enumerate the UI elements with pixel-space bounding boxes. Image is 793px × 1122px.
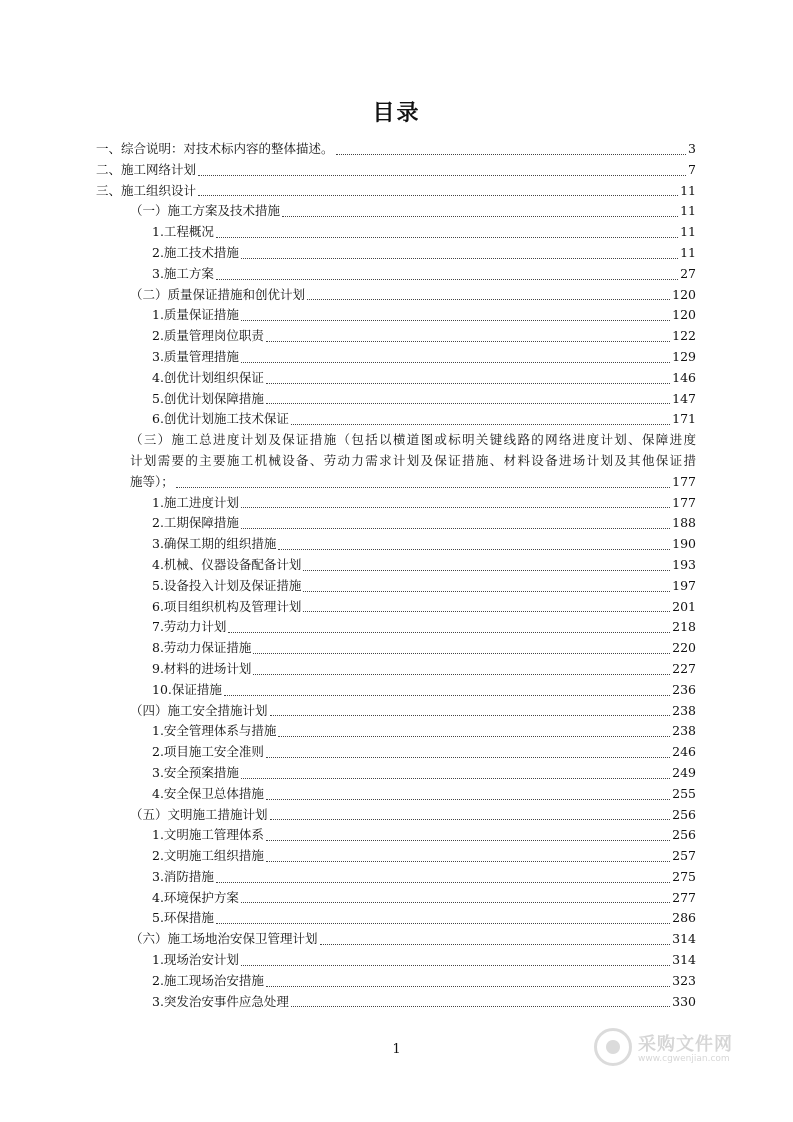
toc-leader-dots bbox=[282, 216, 678, 217]
toc-entry-label: 4.环境保护方案 bbox=[152, 889, 239, 905]
toc-entry[interactable] bbox=[96, 971, 696, 992]
page-number: 1 bbox=[392, 1042, 401, 1057]
toc-entry-label: 5.创优计划保障措施 bbox=[152, 390, 264, 406]
toc-entry-label: （五）文明施工措施计划 bbox=[130, 806, 268, 822]
toc-leader-dots bbox=[241, 258, 678, 259]
toc-entry[interactable] bbox=[96, 888, 696, 909]
toc-entry-page: 27 bbox=[680, 265, 696, 281]
toc-leader-dots bbox=[266, 861, 670, 862]
toc-entry[interactable] bbox=[96, 555, 696, 576]
toc-leader-dots bbox=[291, 424, 670, 425]
toc-entry-page: 286 bbox=[672, 910, 696, 926]
toc-entry[interactable] bbox=[96, 825, 696, 846]
toc-entry[interactable] bbox=[96, 617, 696, 638]
toc-entry[interactable] bbox=[96, 867, 696, 888]
toc-entry-label: 9.材料的进场计划 bbox=[152, 660, 252, 676]
toc-entry-label: 10.保证措施 bbox=[152, 681, 222, 697]
toc-entry-label: 3.施工方案 bbox=[152, 265, 214, 281]
toc-leader-dots bbox=[307, 299, 670, 300]
toc-leader-dots bbox=[303, 591, 670, 592]
toc-entry-label: 3.确保工期的组织措施 bbox=[152, 536, 277, 552]
toc-entry-section-3-multiline[interactable] bbox=[96, 430, 696, 492]
toc-entry-label: 3.消防措施 bbox=[152, 868, 214, 884]
toc-entry-label: 2.质量管理岗位职责 bbox=[152, 328, 264, 344]
toc-entry[interactable] bbox=[96, 264, 696, 285]
toc-entry-page: 129 bbox=[672, 348, 696, 364]
toc-leader-dots bbox=[198, 175, 686, 176]
toc-entry[interactable] bbox=[96, 763, 696, 784]
toc-entry[interactable] bbox=[96, 908, 696, 929]
toc-entry-page: 11 bbox=[680, 224, 696, 240]
toc-entry-label: 1.工程概况 bbox=[152, 224, 214, 240]
toc-entry[interactable] bbox=[96, 742, 696, 763]
toc-entry[interactable] bbox=[96, 701, 696, 722]
toc-entry[interactable] bbox=[96, 659, 696, 680]
toc-entry-label: 4.安全保卫总体措施 bbox=[152, 785, 264, 801]
toc-leader-dots bbox=[266, 383, 670, 384]
page-title: 目录 bbox=[372, 101, 421, 126]
toc-entry-label: 3.突发治安事件应急处理 bbox=[152, 993, 289, 1009]
toc-leader-dots bbox=[336, 154, 687, 155]
toc-entry-label: 1.现场治安计划 bbox=[152, 952, 239, 968]
toc-entry[interactable] bbox=[96, 597, 696, 618]
toc-entry-label-line-1: （三）施工总进度计划及保证措施（包括以横道图或标明关键线路的网络进度计划、保障进度 bbox=[130, 432, 696, 448]
watermark bbox=[594, 1028, 754, 1072]
toc-leader-dots bbox=[241, 778, 670, 779]
toc-entry-label: 2.施工技术措施 bbox=[152, 244, 239, 260]
toc-leader-dots bbox=[253, 674, 670, 675]
toc-entry-page: 147 bbox=[672, 390, 696, 406]
toc-entry[interactable] bbox=[96, 326, 696, 347]
toc-part-1 bbox=[96, 139, 696, 430]
toc-entry-label: 2.文明施工组织措施 bbox=[152, 848, 264, 864]
toc-entry-label: 三、施工组织设计 bbox=[96, 182, 197, 198]
toc-entry-label: 8.劳动力保证措施 bbox=[152, 640, 252, 656]
toc-entry-page: 277 bbox=[672, 889, 696, 905]
toc-leader-dots bbox=[241, 528, 670, 529]
toc-leader-dots bbox=[266, 757, 670, 758]
toc-entry-label: 5.环保措施 bbox=[152, 910, 214, 926]
toc-entry-page: 146 bbox=[672, 369, 696, 385]
toc-entry-page: 238 bbox=[672, 723, 696, 739]
toc-entry-label: 1.施工进度计划 bbox=[152, 494, 239, 510]
toc-entry-page: 177 bbox=[672, 473, 696, 489]
toc-entry[interactable] bbox=[96, 950, 696, 971]
toc-entry[interactable] bbox=[96, 305, 696, 326]
toc-entry-page: 120 bbox=[672, 307, 696, 323]
table-of-contents bbox=[96, 139, 696, 1012]
toc-entry[interactable] bbox=[96, 160, 696, 181]
toc-leader-dots bbox=[228, 632, 670, 633]
toc-leader-dots bbox=[320, 944, 671, 945]
toc-entry-label: （二）质量保证措施和创优计划 bbox=[130, 286, 306, 302]
toc-leader-dots bbox=[198, 195, 678, 196]
toc-leader-dots bbox=[266, 403, 670, 404]
toc-entry-page: 255 bbox=[672, 785, 696, 801]
toc-entry-label: 4.创优计划组织保证 bbox=[152, 369, 264, 385]
toc-entry-page: 7 bbox=[688, 161, 696, 177]
toc-entry[interactable] bbox=[96, 285, 696, 306]
toc-entry-label-line-3: 施等）； bbox=[130, 473, 174, 489]
toc-entry-label: 2.施工现场治安措施 bbox=[152, 972, 264, 988]
toc-leader-dots bbox=[266, 986, 670, 987]
toc-entry-page: 227 bbox=[672, 660, 696, 676]
toc-entry-page: 323 bbox=[672, 972, 696, 988]
toc-entry-page: 171 bbox=[672, 411, 696, 427]
toc-entry[interactable] bbox=[96, 534, 696, 555]
toc-entry[interactable] bbox=[96, 638, 696, 659]
toc-leader-dots bbox=[176, 487, 670, 488]
toc-entry-page: 249 bbox=[672, 764, 696, 780]
toc-entry-label: 6.创优计划施工技术保证 bbox=[152, 411, 289, 427]
toc-entry-label: 7.劳动力计划 bbox=[152, 619, 227, 635]
toc-entry[interactable] bbox=[96, 222, 696, 243]
toc-entry-page: 218 bbox=[672, 619, 696, 635]
toc-entry-page: 238 bbox=[672, 702, 696, 718]
watermark-logo-icon bbox=[594, 1028, 632, 1066]
toc-entry-page: 275 bbox=[672, 868, 696, 884]
toc-entry-label: 1.质量保证措施 bbox=[152, 307, 239, 323]
toc-entry-page: 11 bbox=[680, 244, 696, 260]
toc-entry-label: 2.工期保障措施 bbox=[152, 515, 239, 531]
toc-entry[interactable] bbox=[96, 680, 696, 701]
toc-leader-dots bbox=[216, 923, 670, 924]
toc-entry-label: 1.文明施工管理体系 bbox=[152, 827, 264, 843]
watermark-text: 采购文件网 bbox=[638, 1034, 733, 1055]
toc-entry-page: 256 bbox=[672, 827, 696, 843]
toc-leader-dots bbox=[241, 320, 670, 321]
toc-leader-dots bbox=[266, 840, 670, 841]
toc-leader-dots bbox=[303, 611, 670, 612]
toc-entry-label: 2.项目施工安全准则 bbox=[152, 744, 264, 760]
toc-leader-dots bbox=[253, 653, 670, 654]
toc-entry[interactable] bbox=[96, 805, 696, 826]
toc-entry-page: 314 bbox=[672, 952, 696, 968]
toc-entry[interactable] bbox=[96, 576, 696, 597]
toc-leader-dots bbox=[266, 341, 670, 342]
toc-leader-dots bbox=[241, 362, 670, 363]
toc-entry-page: 236 bbox=[672, 681, 696, 697]
toc-leader-dots bbox=[270, 819, 671, 820]
toc-entry-label: 3.质量管理措施 bbox=[152, 348, 239, 364]
toc-leader-dots bbox=[278, 549, 670, 550]
toc-entry-page: 122 bbox=[672, 328, 696, 344]
toc-leader-dots bbox=[266, 799, 670, 800]
toc-entry-label: 1.安全管理体系与措施 bbox=[152, 723, 277, 739]
toc-entry[interactable] bbox=[96, 992, 696, 1013]
toc-entry[interactable] bbox=[96, 784, 696, 805]
toc-entry-page: 220 bbox=[672, 640, 696, 656]
toc-entry-page: 193 bbox=[672, 556, 696, 572]
toc-leader-dots bbox=[241, 507, 670, 508]
toc-entry-label: （六）施工场地治安保卫管理计划 bbox=[130, 931, 318, 947]
toc-entry[interactable] bbox=[96, 493, 696, 514]
toc-entry-page: 11 bbox=[680, 182, 696, 198]
toc-entry-page: 177 bbox=[672, 494, 696, 510]
toc-part-2 bbox=[96, 493, 696, 1013]
toc-leader-dots bbox=[278, 736, 670, 737]
toc-entry[interactable] bbox=[96, 846, 696, 867]
toc-entry-page: 120 bbox=[672, 286, 696, 302]
toc-entry-page: 314 bbox=[672, 931, 696, 947]
toc-entry[interactable] bbox=[96, 139, 696, 160]
toc-entry-page: 190 bbox=[672, 536, 696, 552]
toc-entry-label: 4.机械、仪器设备配备计划 bbox=[152, 556, 302, 572]
toc-entry-label: 6.项目组织机构及管理计划 bbox=[152, 598, 302, 614]
toc-leader-dots bbox=[303, 570, 670, 571]
toc-leader-dots bbox=[216, 237, 678, 238]
toc-entry[interactable] bbox=[96, 513, 696, 534]
toc-entry[interactable] bbox=[96, 347, 696, 368]
toc-leader-dots bbox=[241, 902, 670, 903]
toc-entry[interactable] bbox=[96, 721, 696, 742]
toc-entry-page: 257 bbox=[672, 848, 696, 864]
toc-entry-label: （一）施工方案及技术措施 bbox=[130, 203, 281, 219]
toc-entry-page: 256 bbox=[672, 806, 696, 822]
toc-entry-page: 197 bbox=[672, 577, 696, 593]
toc-entry-label: 5.设备投入计划及保证措施 bbox=[152, 577, 302, 593]
toc-entry-page: 201 bbox=[672, 598, 696, 614]
toc-entry[interactable] bbox=[96, 389, 696, 410]
toc-leader-dots bbox=[291, 1006, 670, 1007]
toc-entry[interactable] bbox=[96, 181, 696, 202]
toc-leader-dots bbox=[270, 715, 671, 716]
toc-entry-label: （四）施工安全措施计划 bbox=[130, 702, 268, 718]
toc-leader-dots bbox=[216, 882, 670, 883]
toc-entry-page: 330 bbox=[672, 993, 696, 1009]
toc-leader-dots bbox=[216, 279, 678, 280]
watermark-url: www.cgwenjian.com bbox=[638, 1054, 730, 1064]
toc-entry-label-line-2: 计划需要的主要施工机械设备、劳动力需求计划及保证措施、材料设备进场计划及其他保证措 bbox=[130, 452, 696, 468]
toc-entry-page: 246 bbox=[672, 744, 696, 760]
toc-entry[interactable] bbox=[96, 409, 696, 430]
toc-entry-label: 一、综合说明：对技术标内容的整体描述。 bbox=[96, 141, 334, 156]
toc-entry[interactable] bbox=[96, 929, 696, 950]
toc-entry[interactable] bbox=[96, 201, 696, 222]
toc-leader-dots bbox=[224, 695, 670, 696]
toc-entry-page: 188 bbox=[672, 515, 696, 531]
toc-entry[interactable] bbox=[96, 368, 696, 389]
toc-leader-dots bbox=[241, 965, 670, 966]
toc-entry-label: 二、施工网络计划 bbox=[96, 161, 197, 177]
toc-entry-page: 11 bbox=[680, 203, 696, 219]
toc-entry-page: 3 bbox=[688, 141, 696, 156]
toc-entry[interactable] bbox=[96, 243, 696, 264]
toc-entry-label: 3.安全预案措施 bbox=[152, 764, 239, 780]
